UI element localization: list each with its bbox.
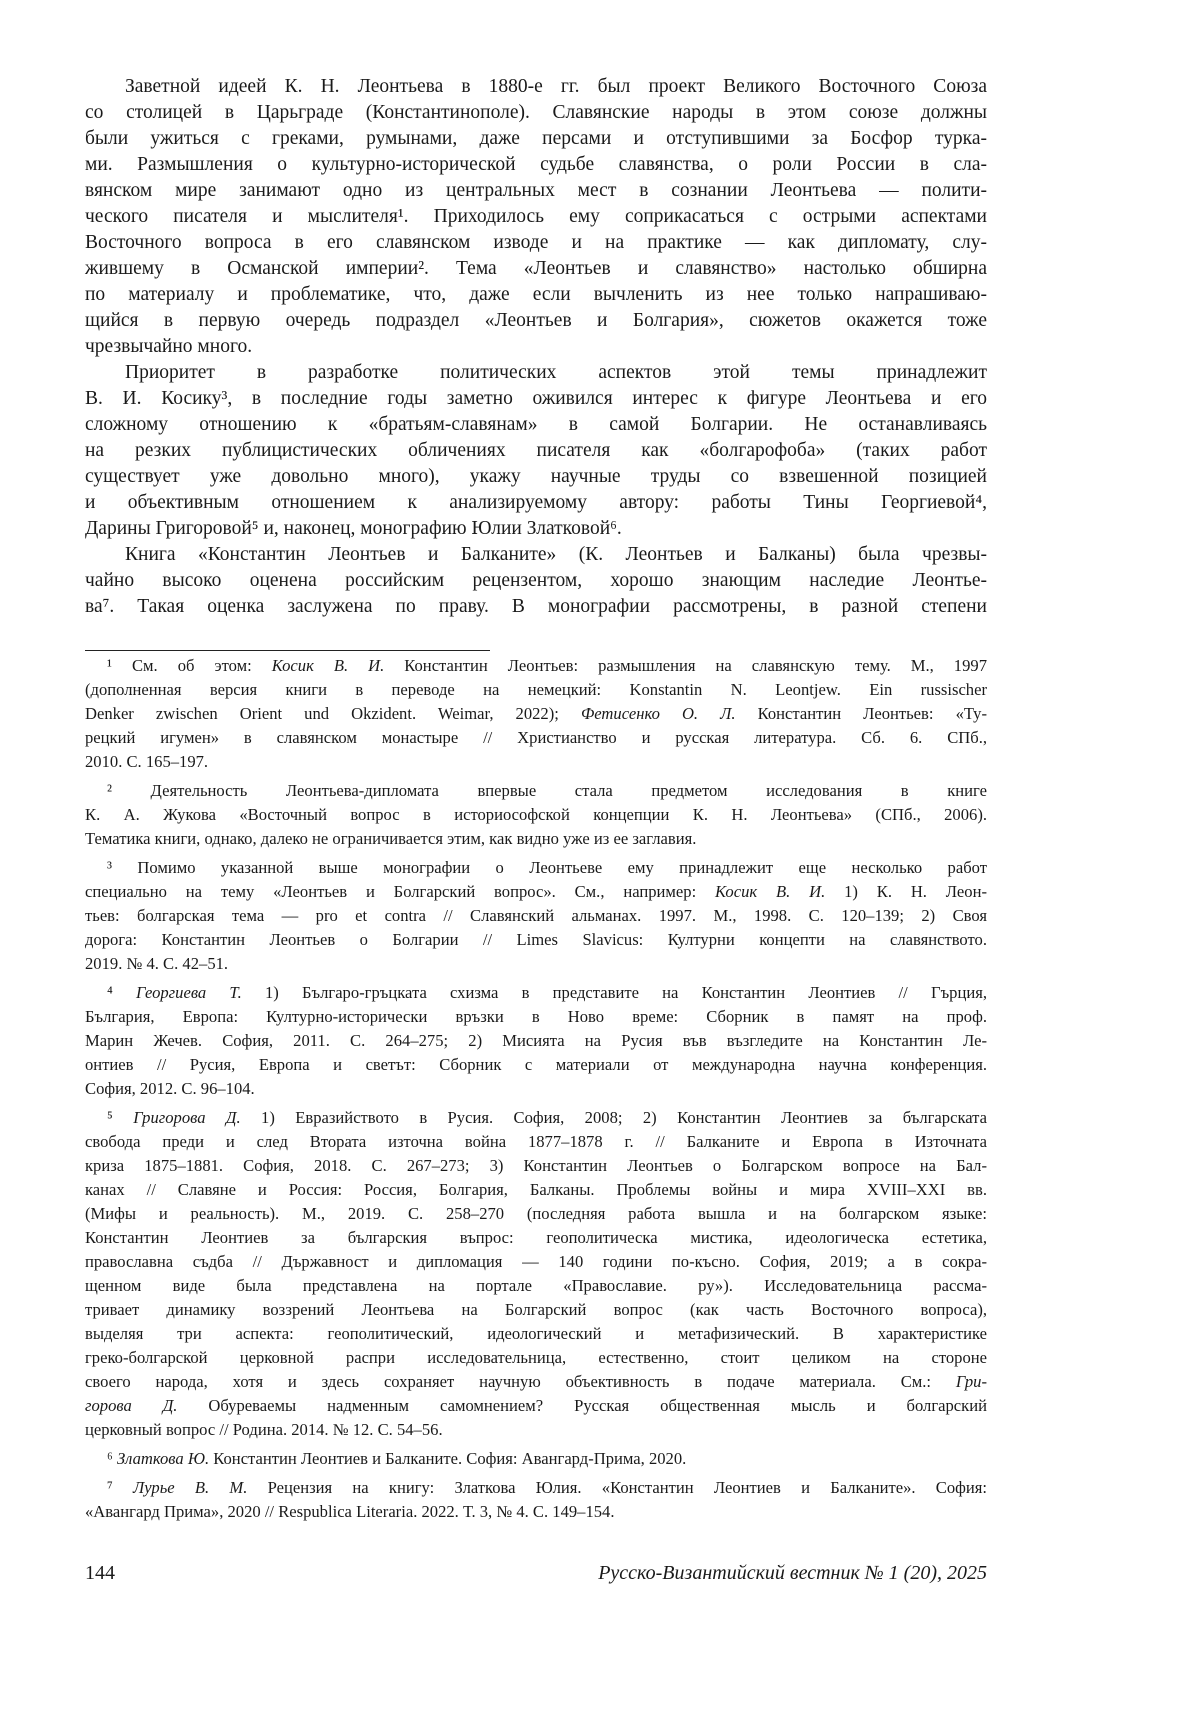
text-line [85, 282, 987, 308]
text-segment: Константин Леонтиев за българския въпрос: геополитическа мистика, идеологическа естетика, [85, 1228, 987, 1247]
text-segment: ⁴ [107, 983, 136, 1002]
text-line [85, 490, 987, 516]
text-segment: 1) Евразийството в Русия. София, 2008; 2) Константин Леонтиев за българската [241, 1108, 987, 1127]
text-segment: К. А. Жукова «Восточный вопрос в историософской концепции К. Н. Леонтьева» (СПб., 2006). [85, 805, 987, 824]
text-segment: чрезвычайно много. [85, 336, 252, 357]
text-segment: были ужиться с греками, румынами, даже персами и отступившими за Босфор турка- [85, 128, 987, 149]
text-line [85, 568, 987, 594]
text-segment: чайно высоко оценена российским рецензентом, хорошо знающим наследие Леонтье- [85, 570, 987, 591]
text-line [85, 1418, 987, 1442]
footnote [85, 1106, 987, 1442]
author-name: Златкова Ю. [117, 1449, 209, 1468]
footnotes [85, 654, 987, 1529]
text-line [85, 952, 987, 976]
text-segment: православна съдба // Държавност и дипломация — 140 години по-късно. София, 2019; а в сокра- [85, 1252, 987, 1271]
text-segment: щенном виде была представлена на портале «Православие. ру»). Исследовательница рассма- [85, 1276, 987, 1295]
text-segment: 2019. № 4. С. 42–51. [85, 954, 228, 973]
text-line [85, 74, 987, 100]
text-line [85, 856, 987, 880]
text-line [85, 1178, 987, 1202]
text-segment: Обуреваемы надменным самомнением? Русская общественная мысль и болгарский [177, 1396, 987, 1415]
text-segment: дорога: Константин Леонтьев о Болгарии // Limes Slavicus: Културни концепти на славянството. [85, 930, 987, 949]
text-segment: Книга «Константин Леонтьев и Балканите» (К. Леонтьев и Балканы) была чрезвы- [125, 544, 987, 565]
author-name: горова Д. [85, 1396, 177, 1415]
text-segment: на резких публицистических обличениях писателя как «болгарофоба» (таких работ [85, 440, 987, 461]
body-text [85, 74, 987, 620]
text-line [85, 178, 987, 204]
text-line [85, 928, 987, 952]
footnote [85, 654, 987, 774]
text-line [85, 1298, 987, 1322]
text-segment: щийся в первую очередь подраздел «Леонтьев и Болгария», сюжетов окажется тоже [85, 310, 987, 331]
text-segment: ² Деятельность Леонтьева-дипломата впервые стала предметом исследования в книге [107, 781, 987, 800]
text-segment: ⁷ [107, 1478, 133, 1497]
text-line [85, 1202, 987, 1226]
author-name: Георгиева Т. [136, 983, 242, 1002]
text-line [85, 1250, 987, 1274]
text-segment: Рецензия на книгу: Златкова Юлия. «Константин Леонтиев и Балканите». София: [247, 1478, 987, 1497]
text-segment: со столицей в Царьграде (Константинополе). Славянские народы в этом союзе должны [85, 102, 987, 123]
text-line [85, 880, 987, 904]
text-segment: свобода преди и след Втората източна война 1877–1878 г. // Балканите и Европа в Източната [85, 1132, 987, 1151]
text-segment: рецкий игумен» в славянском монастыре // Христианство и русская литература. Сб. 6. СПб., [85, 728, 987, 747]
text-segment: Константин Леонтиев и Балканите. София: Авангард-Прима, 2020. [209, 1449, 686, 1468]
text-segment: и объективным отношением к анализируемому автору: работы Тины Георгиевой⁴, [85, 492, 987, 513]
text-segment: 2010. С. 165–197. [85, 752, 208, 771]
text-line [85, 803, 987, 827]
text-segment: сложному отношению к «братьям-славянам» в самой Болгарии. Не останавливаясь [85, 414, 987, 435]
text-line [85, 1394, 987, 1418]
text-segment: Константин Леонтьев: размышления на славянскую тему. М., 1997 [384, 656, 987, 675]
text-line [85, 1106, 987, 1130]
text-line [85, 1077, 987, 1101]
text-line [85, 1274, 987, 1298]
text-line [85, 678, 987, 702]
text-line [85, 1029, 987, 1053]
footnote [85, 1447, 987, 1471]
text-segment: ⁵ [107, 1108, 133, 1127]
text-line [85, 1130, 987, 1154]
text-segment: греко-болгарской церковной распри исследовательница, естественно, стоит целиком на стороне [85, 1348, 987, 1367]
text-segment: Восточного вопроса в его славянском изводе и на практике — как дипломату, слу- [85, 232, 987, 253]
text-line [85, 1500, 987, 1524]
text-line [85, 594, 987, 620]
author-name: Лурье В. М. [133, 1478, 247, 1497]
footnote-separator [85, 650, 490, 651]
text-line [85, 230, 987, 256]
journal-title: Русско-Византийский вестник № 1 (20), 2025 [598, 1562, 987, 1585]
text-segment: «Авангард Прима», 2020 // Respublica Literaria. 2022. Т. 3, № 4. С. 149–154. [85, 1502, 615, 1521]
text-line [85, 256, 987, 282]
text-segment: выделяя три аспекта: геополитический, идеологический и метафизический. В характеристике [85, 1324, 987, 1343]
page-footer [85, 1562, 987, 1585]
text-segment: существует уже довольно много), укажу научные труды со взвешенной позицией [85, 466, 987, 487]
text-segment: своего народа, хотя и здесь сохраняет научную объективность в подаче материала. См.: [85, 1372, 956, 1391]
text-segment: ⁶ [107, 1449, 117, 1468]
text-line [85, 1346, 987, 1370]
text-line [85, 726, 987, 750]
text-segment: жившему в Османской империи². Тема «Леонтьев и славянство» настолько обширна [85, 258, 987, 279]
text-segment: В. И. Косику³, в последние годы заметно оживился интерес к фигуре Леонтьева и его [85, 388, 987, 409]
text-line [85, 412, 987, 438]
text-segment: Дарины Григоровой⁵ и, наконец, монографию Юлии Златковой⁶. [85, 518, 622, 539]
text-segment: криза 1875–1881. София, 2018. С. 267–273; 3) Константин Леонтьев о Болгарском вопросе на Бал- [85, 1156, 987, 1175]
footnote [85, 981, 987, 1101]
text-segment: 1) К. Н. Леон- [825, 882, 987, 901]
text-segment: София, 2012. С. 96–104. [85, 1079, 255, 1098]
text-segment: Тематика книги, однако, далеко не ограничивается этим, как видно уже из ее заглавия. [85, 829, 696, 848]
text-line [85, 152, 987, 178]
text-line [85, 904, 987, 928]
text-segment: онтиев // Русия, Европа и светът: Сборник с материали от международна научна конференция. [85, 1055, 987, 1074]
text-line [85, 464, 987, 490]
text-line [85, 386, 987, 412]
text-segment: канах // Славяне и Россия: Россия, Болгария, Балканы. Проблемы войны и мира XVIII–XXI вв. [85, 1180, 987, 1199]
text-segment: Приоритет в разработке политических аспектов этой темы принадлежит [125, 362, 987, 383]
text-segment: специально на тему «Леонтьев и Болгарский вопрос». См., например: [85, 882, 715, 901]
text-segment: ¹ См. об этом: [107, 656, 272, 675]
author-name: Косик В. И. [272, 656, 385, 675]
text-segment: 1) Българо-гръцката схизма в представите на Константин Леонтиев // Гърция, [242, 983, 987, 1002]
text-line [85, 1053, 987, 1077]
page-number: 144 [85, 1562, 115, 1585]
author-name: Гри- [956, 1372, 987, 1391]
text-segment: (дополненная версия книги в переводе на немецкий: Konstantin N. Leontjew. Ein russischer [85, 680, 987, 699]
footnote [85, 856, 987, 976]
text-line [85, 516, 987, 542]
author-name: Косик В. И. [715, 882, 825, 901]
text-line [85, 438, 987, 464]
text-segment: България, Европа: Културно-исторически връзки в Ново време: Сборник в памят на проф. [85, 1007, 987, 1026]
text-line [85, 981, 987, 1005]
text-line [85, 702, 987, 726]
text-segment: церковный вопрос // Родина. 2014. № 12. С. 54–56. [85, 1420, 443, 1439]
text-line [85, 308, 987, 334]
text-line [85, 1476, 987, 1500]
text-segment: Константин Леонтьев: «Ту- [736, 704, 987, 723]
text-line [85, 100, 987, 126]
footnote [85, 1476, 987, 1524]
text-segment: Заветной идеей К. Н. Леонтьева в 1880-е гг. был проект Великого Восточного Союза [125, 76, 987, 97]
text-segment: ва⁷. Такая оценка заслужена по праву. В монографии рассмотрены, в разной степени [85, 596, 987, 617]
text-line [85, 827, 987, 851]
text-line [85, 1447, 987, 1471]
text-line [85, 542, 987, 568]
text-line [85, 360, 987, 386]
footnote [85, 779, 987, 851]
text-line [85, 126, 987, 152]
text-line [85, 654, 987, 678]
author-name: Григорова Д. [133, 1108, 240, 1127]
text-segment: тривает динамику воззрений Леонтьева на Болгарский вопрос (как часть Восточного вопроса), [85, 1300, 987, 1319]
text-segment: вянском мире занимают одно из центральных мест в сознании Леонтьева — полити- [85, 180, 987, 201]
text-line [85, 1370, 987, 1394]
text-line [85, 1226, 987, 1250]
text-segment: Denker zwischen Orient und Okzident. Weimar, 2022); [85, 704, 581, 723]
text-segment: Марин Жечев. София, 2011. С. 264–275; 2) Мисията на Русия във възгледите на Константин Ле- [85, 1031, 987, 1050]
text-segment: ческого писателя и мыслителя¹. Приходилось ему соприкасаться с острыми аспектами [85, 206, 987, 227]
text-segment: тьев: болгарская тема — pro et contra // Славянский альманах. 1997. М., 1998. С. 120–139; 2) Своя [85, 906, 987, 925]
author-name: Фетисенко О. Л. [581, 704, 736, 723]
text-line [85, 334, 987, 360]
text-segment: по материалу и проблематике, что, даже если вычленить из нее только напрашиваю- [85, 284, 987, 305]
text-line [85, 750, 987, 774]
text-line [85, 1005, 987, 1029]
text-segment: ми. Размышления о культурно-исторической судьбе славянства, о роли России в сла- [85, 154, 987, 175]
text-segment: ³ Помимо указанной выше монографии о Леонтьеве ему принадлежит еще несколько работ [107, 858, 987, 877]
text-line [85, 204, 987, 230]
text-line [85, 779, 987, 803]
text-line [85, 1322, 987, 1346]
text-line [85, 1154, 987, 1178]
text-segment: (Мифы и реальность). М., 2019. С. 258–270 (последняя работа вышла и на болгарском языке: [85, 1204, 987, 1223]
